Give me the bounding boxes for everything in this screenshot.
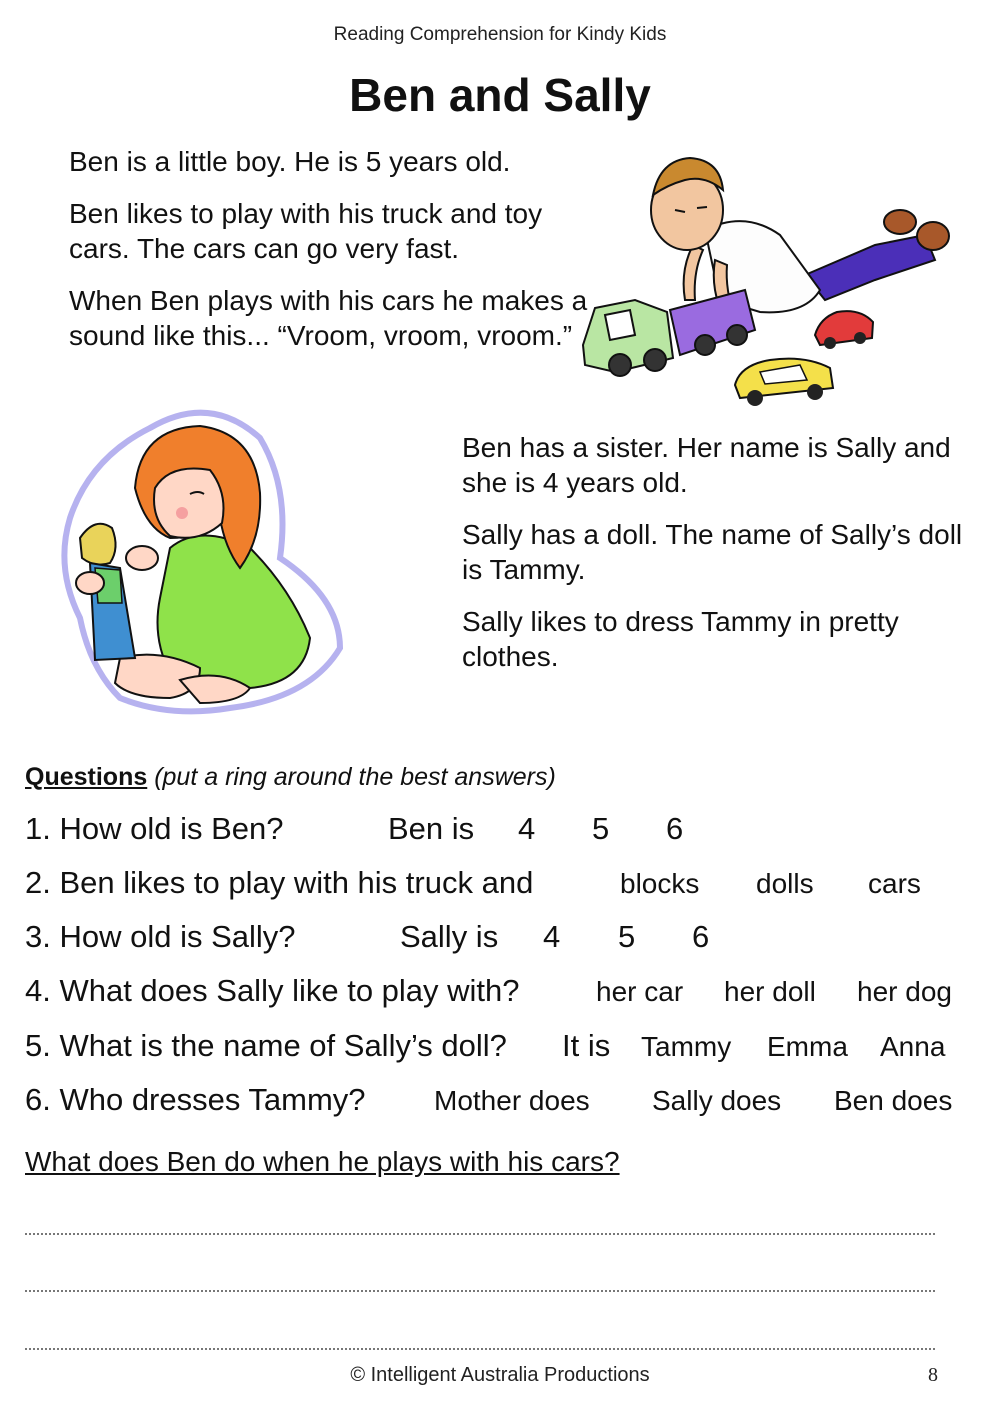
answer-option[interactable]: her car xyxy=(596,976,684,1007)
questions-heading xyxy=(25,763,556,792)
answer-option[interactable]: 4 xyxy=(543,919,561,954)
answer-line[interactable] xyxy=(25,1290,935,1292)
question-text: 4. What does Sally like to play with? xyxy=(25,973,520,1008)
story-paragraph: Sally likes to dress Tammy in pretty clothes. xyxy=(462,606,899,672)
answer-option[interactable]: her doll xyxy=(724,976,816,1007)
answer-prefix: It is xyxy=(562,1028,611,1063)
answer-option[interactable]: dolls xyxy=(756,868,814,899)
answer-option[interactable]: cars xyxy=(868,868,921,899)
question-6 xyxy=(25,1082,366,1118)
answer-option[interactable]: Emma xyxy=(767,1031,848,1062)
answer-option[interactable]: 5 xyxy=(592,811,610,846)
story-paragraph: Ben is a little boy. He is 5 years old. xyxy=(69,146,511,177)
answer-option[interactable]: Sally does xyxy=(652,1085,782,1116)
question-4 xyxy=(25,973,520,1009)
answer-line[interactable] xyxy=(25,1348,935,1350)
answer-option[interactable]: blocks xyxy=(620,868,700,899)
story-paragraph: Ben likes to play with his truck and toy cars. The cars can go very fast. xyxy=(69,198,543,264)
story-paragraph: Sally has a doll. The name of Sally’s doll is Tammy. xyxy=(462,519,963,585)
question-5 xyxy=(25,1028,507,1064)
page-number: 8 xyxy=(928,1364,938,1386)
answer-prefix: Sally is xyxy=(400,919,499,954)
page-header: Reading Comprehension for Kindy Kids xyxy=(333,24,667,45)
boy-playing-with-truck-illustration xyxy=(575,140,960,410)
answer-option[interactable]: 5 xyxy=(618,919,636,954)
question-text: 3. How old is Sally? xyxy=(25,919,296,954)
question-text: 2. Ben likes to play with his truck and xyxy=(25,865,534,900)
answer-line[interactable] xyxy=(25,1233,935,1235)
question-2 xyxy=(25,865,533,901)
story-paragraph: When Ben plays with his cars he makes a sound like this... “Vroom, vroom, vroom.” xyxy=(69,285,588,351)
page-title: Ben and Sally xyxy=(349,69,651,121)
answer-option[interactable]: Anna xyxy=(880,1031,946,1062)
girl-with-doll-illustration xyxy=(50,398,350,720)
answer-option[interactable]: 4 xyxy=(518,811,536,846)
question-text: 6. Who dresses Tammy? xyxy=(25,1082,366,1117)
question-text: 5. What is the name of Sally’s doll? xyxy=(25,1028,507,1063)
page-footer: © Intelligent Australia Productions xyxy=(350,1364,650,1386)
answer-option[interactable]: 6 xyxy=(666,811,684,846)
story-bottom xyxy=(462,430,982,691)
question-1 xyxy=(25,811,283,847)
question-text: 1. How old is Ben? xyxy=(25,811,284,846)
questions-label: Questions xyxy=(25,763,148,791)
answer-option[interactable]: Ben does xyxy=(834,1085,953,1116)
open-question: What does Ben do when he plays with his cars? xyxy=(25,1146,620,1177)
story-paragraph: Ben has a sister. Her name is Sally and she is 4 years old. xyxy=(462,432,951,498)
story-top xyxy=(69,144,589,370)
question-3 xyxy=(25,919,296,955)
questions-instruction: (put a ring around the best answers) xyxy=(154,763,556,791)
answer-option[interactable]: her dog xyxy=(857,976,952,1007)
answer-prefix: Ben is xyxy=(388,811,475,846)
answer-option[interactable]: 6 xyxy=(692,919,710,954)
answer-option[interactable]: Tammy xyxy=(641,1031,732,1062)
answer-option[interactable]: Mother does xyxy=(434,1085,590,1116)
